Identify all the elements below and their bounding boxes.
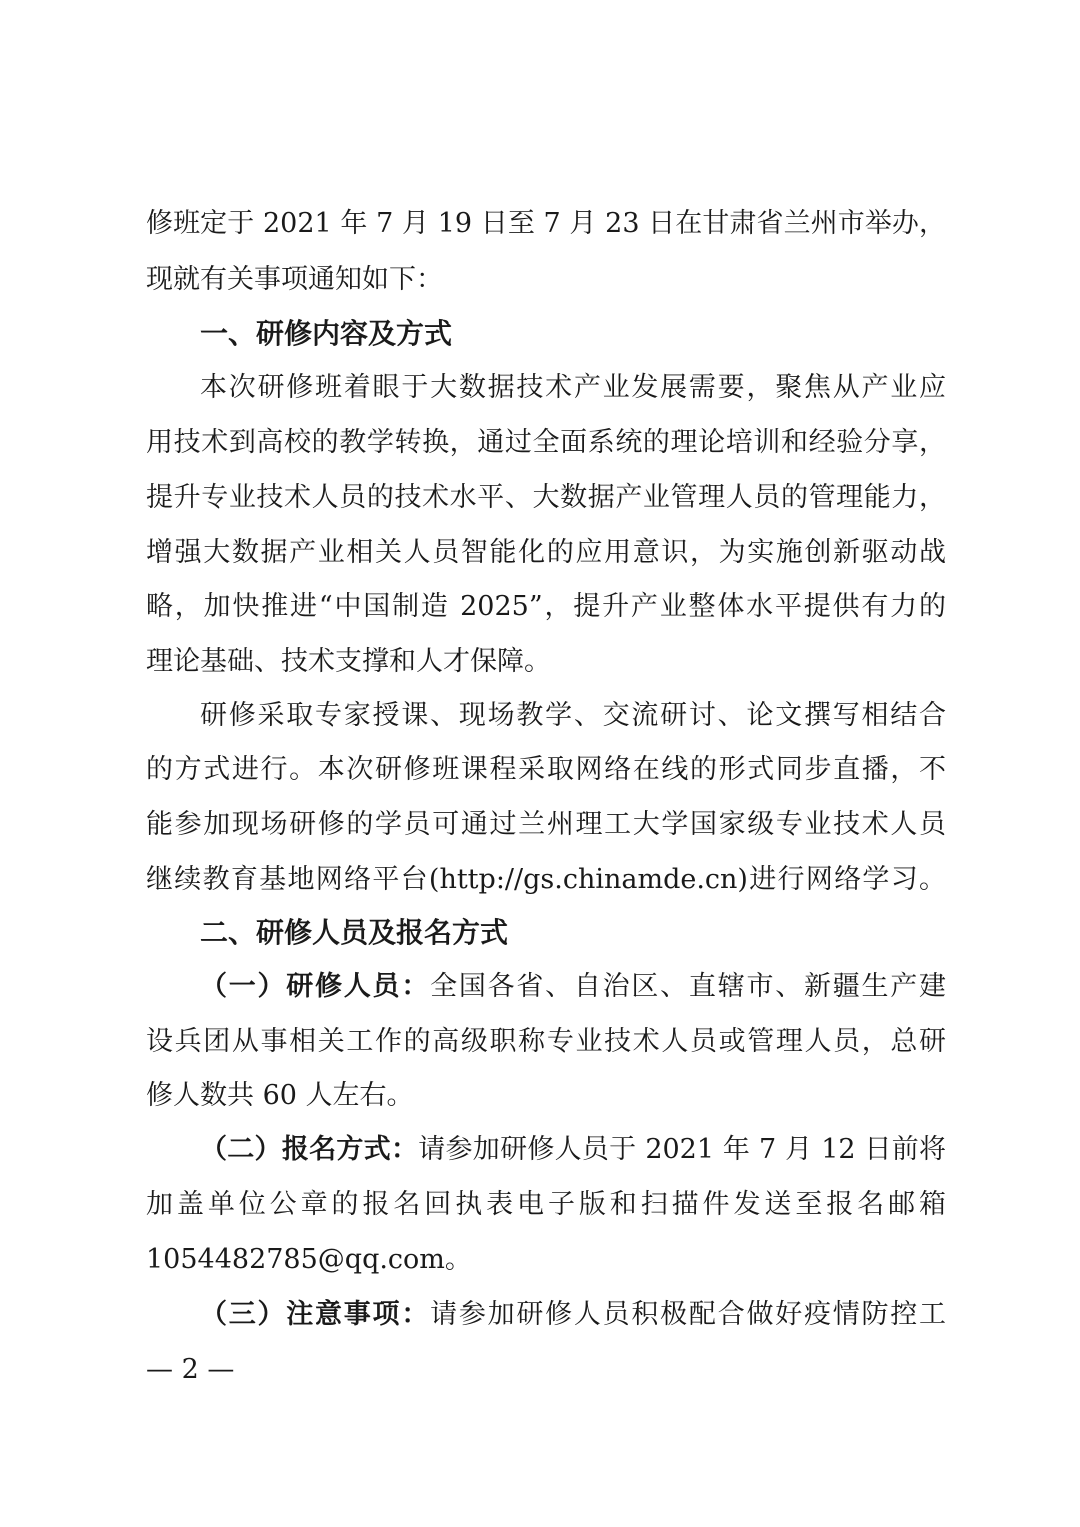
subsection-text: 全国各省、自治区、直辖市、新疆生产建 xyxy=(430,971,946,1002)
text-line: 1054482785@qq.com。 xyxy=(146,1244,472,1275)
text-line: 增强大数据产业相关人员智能化的应用意识，为实施创新驱动战 xyxy=(146,537,946,568)
text-line: 研修采取专家授课、现场教学、交流研讨、论文撰写相结合 xyxy=(200,700,946,731)
section-heading-1: 一、研修内容及方式 xyxy=(200,317,453,350)
text-line: 修人数共 60 人左右。 xyxy=(146,1080,414,1111)
subsection-label: （三）注意事项： xyxy=(200,1299,431,1330)
page-number: — 2 — xyxy=(146,1354,235,1385)
subsection-text: 请参加研修人员于 2021 年 7 月 12 日前将 xyxy=(418,1134,946,1165)
subsection-label: （一）研修人员： xyxy=(200,971,431,1002)
text-line: 用技术到高校的教学转换，通过全面系统的理论培训和经验分享， xyxy=(146,427,946,458)
text-line: 修班定于 2021 年 7 月 19 日至 7 月 23 日在甘肃省兰州市举办， xyxy=(146,208,946,239)
text-line: 理论基础、技术支撑和人才保障。 xyxy=(146,646,551,677)
text-line: 的方式进行。本次研修班课程采取网络在线的形式同步直播，不 xyxy=(146,754,946,785)
text-line: 现就有关事项通知如下： xyxy=(146,264,443,295)
text-line: 能参加现场研修的学员可通过兰州理工大学国家级专业技术人员 xyxy=(146,809,946,840)
text-line: 加盖单位公章的报名回执表电子版和扫描件发送至报名邮箱 xyxy=(146,1189,946,1220)
subsection-line xyxy=(200,969,946,1005)
text-line: 本次研修班着眼于大数据技术产业发展需要，聚焦从产业应 xyxy=(200,372,946,403)
section-heading-2: 二、研修人员及报名方式 xyxy=(200,916,509,949)
subsection-label: （二）报名方式： xyxy=(200,1134,419,1165)
subsection-line xyxy=(200,1297,946,1333)
subsection-line xyxy=(200,1132,946,1168)
subsection-text: 请参加研修人员积极配合做好疫情防控工 xyxy=(430,1299,946,1330)
text-line: 设兵团从事相关工作的高级职称专业技术人员或管理人员，总研 xyxy=(146,1026,946,1057)
text-line: 略，加快推进“中国制造 2025”，提升产业整体水平提供有力的 xyxy=(146,591,946,622)
text-line: 提升专业技术人员的技术水平、大数据产业管理人员的管理能力， xyxy=(146,482,946,513)
text-line: 继续教育基地网络平台(http://gs.chinamde.cn)进行网络学习。 xyxy=(146,864,946,895)
